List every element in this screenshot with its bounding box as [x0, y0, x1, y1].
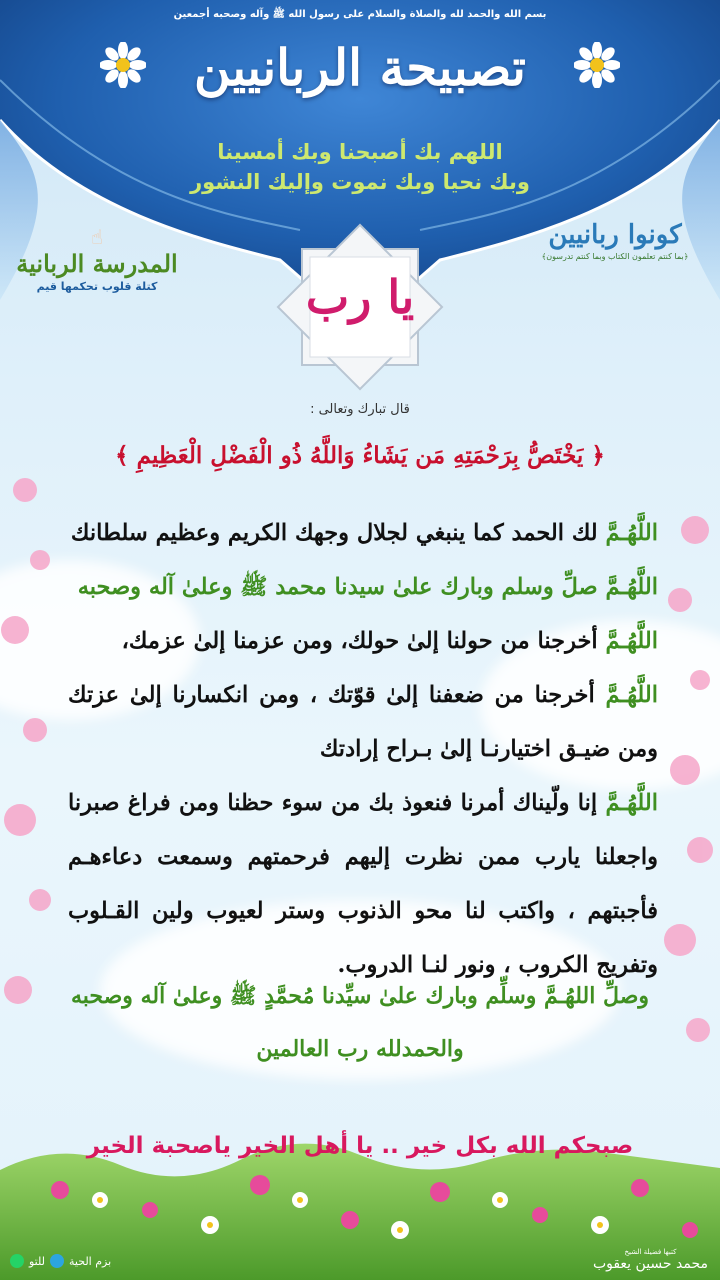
page-title: تصبيحة الربانيين	[194, 38, 526, 97]
footer-social	[10, 1254, 111, 1268]
dua-paragraph	[68, 506, 658, 560]
closing-salawat: وصلِّ اللهُـمَّ وسلِّم وبارك علىٰ سيِّدنا مُحمَّدٍ ﷺ وعلىٰ آله وصحبه	[70, 983, 649, 1009]
daisy-icon	[100, 42, 146, 88]
dua-paragraph	[68, 560, 658, 614]
allahumma-lead: اللَّهُـمَّ	[605, 790, 658, 816]
pointing-hand-icon: ☝	[90, 225, 104, 249]
ya-rabb-text: يا رب	[305, 270, 415, 324]
madrasa-logo-slogan: كتلة قلوب تحكمها قيم	[36, 280, 158, 293]
kunu-logo-title: كونوا ربانيين	[548, 220, 682, 250]
footer-author	[593, 1248, 708, 1272]
footer-author-name: محمد حسين يعقوب	[592, 1256, 708, 1272]
dua-text: أخرجنا من ضعفنا إلىٰ قوّتك ، ومن انكسارنا إلىٰ عزتك ومن ضيـق اختيارنـا إلىٰ بـراح إرادتك	[68, 682, 658, 762]
bismillah-line: بسم الله والحمد لله والصلاة والسلام على رسول الله ﷺ وآله وصحبه أجمعين	[173, 9, 547, 20]
verse-intro: قال تبارك وتعالى :	[310, 402, 410, 417]
quran-verse: ﴿ يَخْتَصُّ بِرَحْمَتِهِ مَن يَشَاءُ وَاللَّهُ ذُو الْفَضْلِ الْعَظِيمِ ﴾	[115, 442, 605, 469]
dua-text: صلِّ وسلم وبارك علىٰ سيدنا محمد ﷺ وعلىٰ آله وصحبه	[77, 574, 606, 600]
allahumma-lead: اللَّهُـمَّ	[605, 574, 658, 600]
allahumma-lead: اللَّهُـمَّ	[605, 520, 658, 546]
footer-author-caption: كتبها فضيلة الشيخ	[624, 1248, 677, 1256]
subtitle-line-1: اللهم بك أصبحنا وبك أمسينا	[217, 140, 503, 164]
blossom-branch-right	[650, 470, 720, 1070]
daisy-icon	[574, 42, 620, 88]
telegram-icon	[50, 1254, 64, 1268]
madrasa-logo-title: المدرسة الربانية	[16, 249, 178, 278]
blossom-branch-left	[0, 470, 70, 1070]
footer-left-label: للتو	[29, 1254, 45, 1268]
dua-text: أخرجنا من حولنا إلىٰ حولك، ومن عزمنا إلىٰ عزمك،	[121, 628, 606, 654]
kunu-rabbaniyyin-logo	[530, 220, 700, 261]
ya-rabb-emblem	[275, 222, 445, 392]
subtitle-line-2: وبك نحيا وبك نموت وإليك النشور	[190, 170, 530, 194]
dua-body	[68, 506, 658, 992]
allahumma-lead: اللَّهُـمَّ	[605, 628, 658, 654]
dua-paragraph	[68, 776, 658, 992]
dua-paragraph	[68, 614, 658, 668]
whatsapp-icon	[10, 1254, 24, 1268]
dua-text: إنا ولّيناك أمرنا فنعوذ بك من سوء حظنا ومن فراغ صبرنا واجعلنا يارب ممن نظرت إليهم فرحمتهم وسمعت دعاءهـم فأجبتهم ، واكتب لنا محو الذنوب وستر لعيوب ولين القـلوب وتفريج الكروب ، ونور لنـا الدروب.	[68, 790, 658, 978]
dua-text: لك الحمد كما ينبغي لجلال وجهك الكريم وعظيم سلطانك	[70, 520, 606, 546]
morning-greeting: صبحكم الله بكل خير .. يا أهل الخير ياصحبة الخير	[86, 1133, 634, 1159]
allahumma-lead: اللَّهُـمَّ	[605, 682, 658, 708]
footer-channel: بزم الحية	[69, 1254, 112, 1268]
kunu-logo-verse: ﴿بما كنتم تعلمون الكتاب وبما كنتم تدرسون﴾	[541, 252, 689, 261]
madrasa-logo	[12, 225, 182, 293]
dua-paragraph	[68, 668, 658, 776]
closing-hamd: والحمدلله رب العالمين	[256, 1036, 464, 1062]
